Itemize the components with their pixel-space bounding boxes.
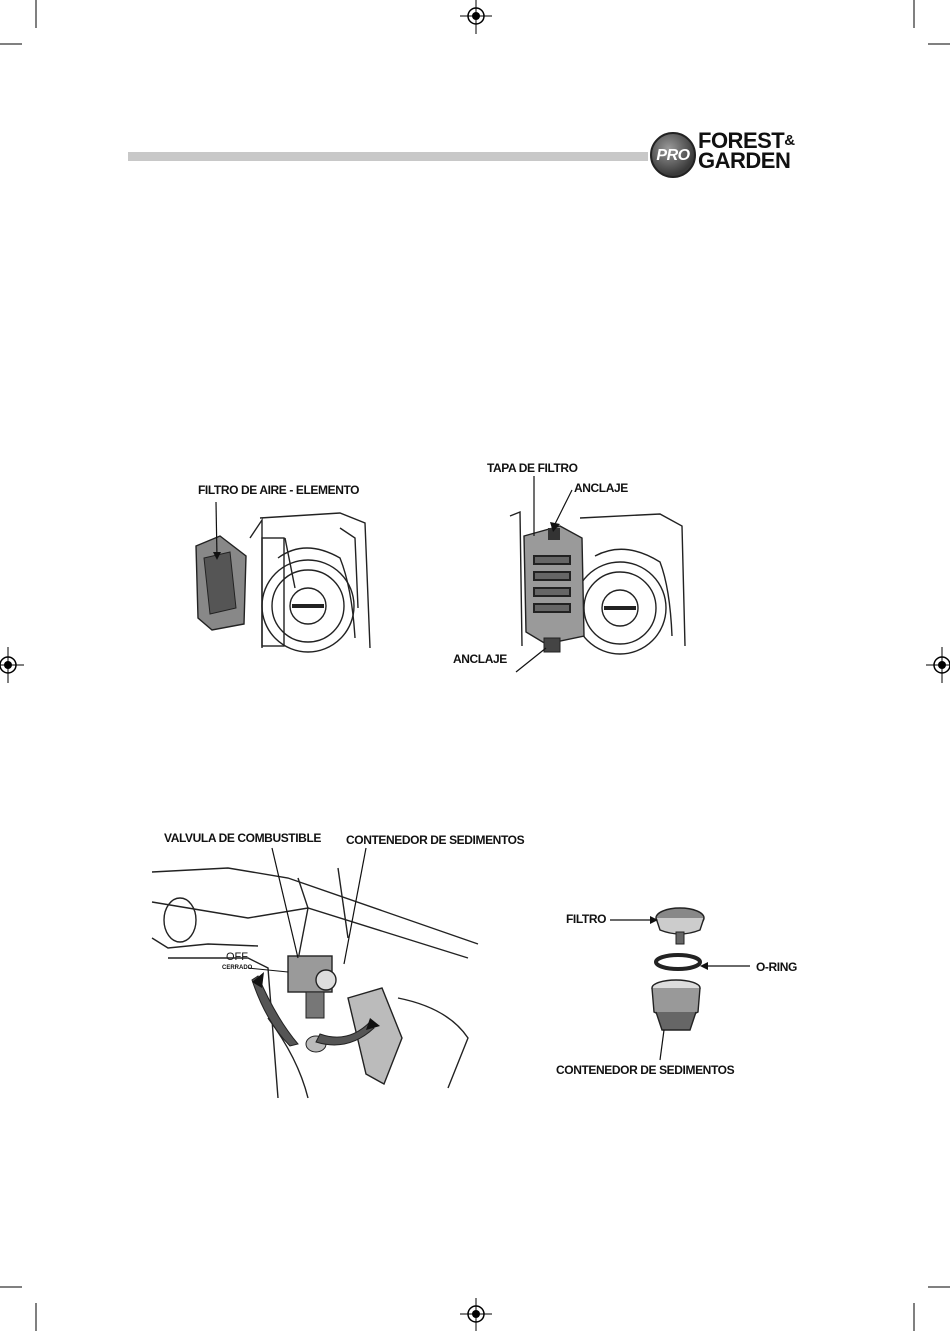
air-filter-closed-illustration <box>500 476 690 676</box>
brand-line-2: GARDEN <box>698 148 791 173</box>
sediment-parts-illustration <box>600 900 760 1060</box>
off-position-label: OFF <box>226 951 248 963</box>
pro-badge-icon <box>650 132 696 178</box>
oring-part-label: O-RING <box>756 960 797 974</box>
fuel-valve-label: VALVULA DE COMBUSTIBLE <box>164 831 321 845</box>
filter-part-label: FILTRO <box>566 912 607 926</box>
top-clip-label: ANCLAJE <box>574 481 628 495</box>
pro-badge-text: PRO <box>656 147 690 164</box>
bottom-clip-label: ANCLAJE <box>453 652 507 666</box>
brand-ampersand: & <box>784 132 795 149</box>
header-rule <box>128 152 648 161</box>
air-filter-open-illustration <box>190 498 380 658</box>
brand-wordmark <box>698 128 795 173</box>
sediment-cup-part-label: CONTENEDOR DE SEDIMENTOS <box>556 1063 735 1077</box>
brand-logo <box>650 130 820 180</box>
fuel-valve-illustration <box>148 848 488 1118</box>
sediment-cup-label: CONTENEDOR DE SEDIMENTOS <box>346 833 525 847</box>
filter-cover-label: TAPA DE FILTRO <box>487 461 578 475</box>
air-filter-element-label: FILTRO DE AIRE - ELEMENTO <box>198 483 360 497</box>
brand-line-1: FOREST <box>698 128 785 153</box>
closed-position-label: CERRADO <box>222 965 253 971</box>
